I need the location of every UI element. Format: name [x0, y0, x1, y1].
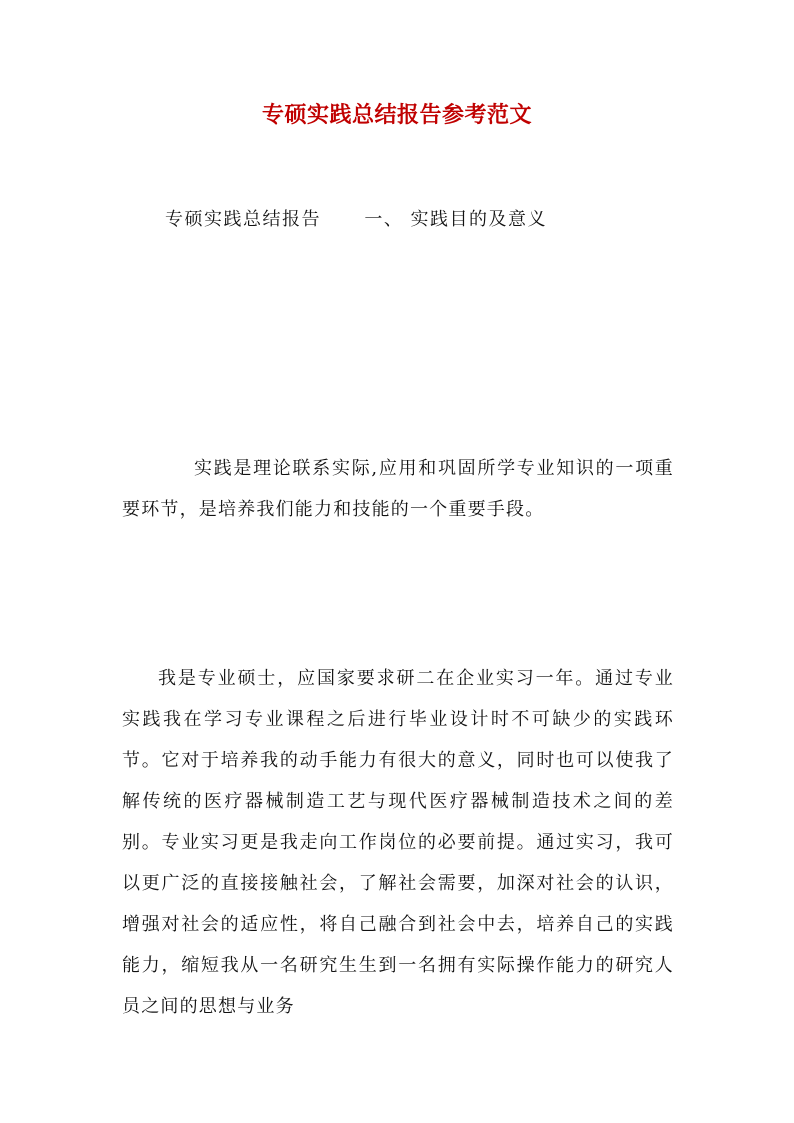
paragraph-purpose: 实践是理论联系实际,应用和巩固所学专业知识的一项重要环节，是培养我们能力和技能的一个重要手段。: [122, 458, 674, 520]
document-title: 专硕实践总结报告参考范文: [261, 102, 532, 128]
section-heading: 专硕实践总结报告 一、 实践目的及意义: [165, 209, 548, 230]
paragraph-internship: 我是专业硕士，应国家要求研二在企业实习一年。通过专业实践我在学习专业课程之后进行毕业设计时不可缺少的实践环节。它对于培养我的动手能力有很大的意义，同时也可以使我了解传统的医疗器械制造工艺与现代医疗器械制造技术之间的差别。专业实习更是我走向工作岗位的必要前提。通过实习，我可以更广泛的直接接触社会，了解社会需要，加深对社会的认识，增强对社会的适应性，将自己融合到社会中去，培养自己的实践能力，缩短我从一名研究生生到一名拥有实际操作能力的研究人员之间的思想与业务: [122, 668, 674, 1017]
